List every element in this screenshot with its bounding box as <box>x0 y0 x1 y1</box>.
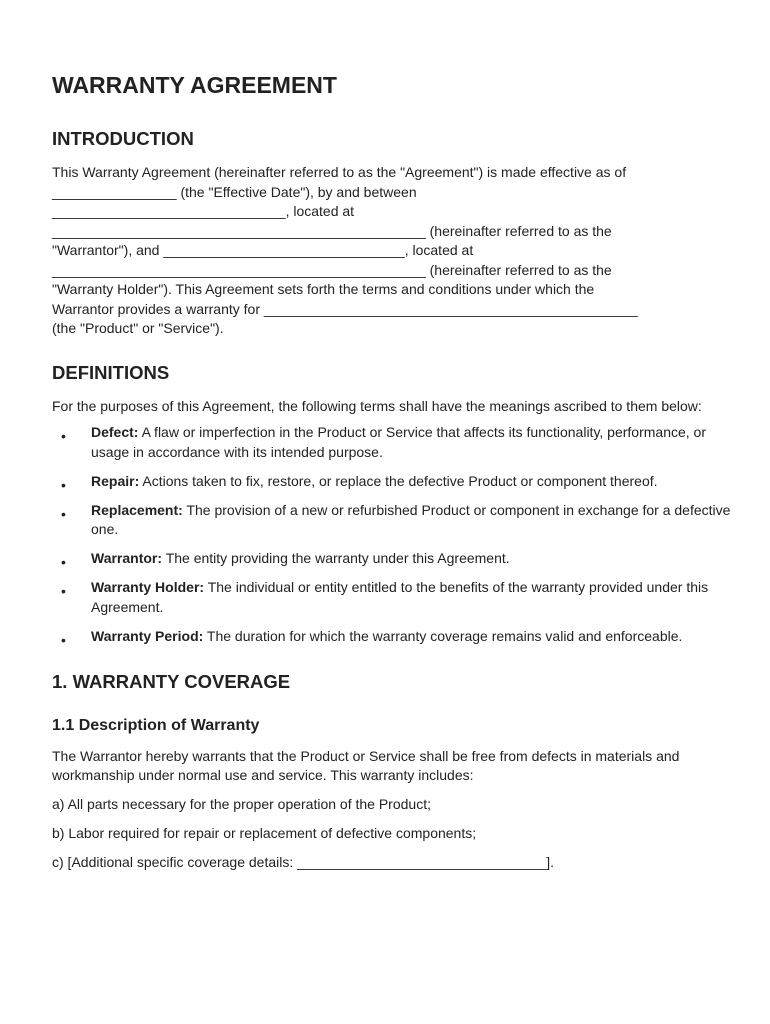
coverage-item: c) [Additional specific coverage details: ________________________________]. <box>52 854 555 870</box>
bullet-icon: • <box>61 428 66 444</box>
definition-item-warranty-holder <box>52 578 732 617</box>
definition-term: Warrantor: <box>91 550 163 566</box>
definition-item-warrantor <box>52 549 732 569</box>
coverage-item: a) All parts necessary for the proper operation of the Product; <box>52 796 431 812</box>
definition-term: Warranty Holder: <box>91 579 205 595</box>
coverage-item: b) Labor required for repair or replacement of defective components; <box>52 825 477 841</box>
bullet-icon: • <box>61 554 66 570</box>
definitions-heading: DEFINITIONS <box>52 361 170 383</box>
intro-line: This Warranty Agreement (hereinafter referred to as the "Agreement") is made effective as of <box>52 164 627 180</box>
intro-line: (the "Product" or "Service"). <box>52 320 224 336</box>
intro-line: ________________ (the "Effective Date"), by and between <box>52 183 417 200</box>
definitions-section <box>52 361 732 647</box>
definition-item-defect <box>52 423 732 462</box>
definition-term: Warranty Period: <box>91 627 204 644</box>
bullet-icon: • <box>61 631 66 648</box>
intro-line: ________________________________________________ (hereinafter referred to as the <box>52 222 612 239</box>
definition-text: The provision of a new or refurbished Product or component in exchange for a defective one. <box>91 501 731 537</box>
document-page <box>52 70 732 873</box>
bullet-icon: • <box>61 476 66 493</box>
coverage-subheading: 1.1 Description of Warranty <box>52 716 260 734</box>
bullet-icon: • <box>61 505 66 522</box>
definition-item-repair <box>52 472 732 492</box>
introduction-heading: INTRODUCTION <box>52 128 194 149</box>
definitions-list <box>52 423 732 646</box>
definition-item-warranty-period <box>52 627 732 647</box>
introduction-section <box>52 127 732 339</box>
coverage-heading: 1. WARRANTY COVERAGE <box>52 670 291 692</box>
intro-line: "Warranty Holder"). This Agreement sets forth the terms and conditions under which the <box>52 281 595 297</box>
definition-text: Actions taken to fix, restore, or replace the defective Product or component thereof. <box>142 472 658 489</box>
definition-term: Defect: <box>91 424 139 440</box>
definition-text: The duration for which the warranty coverage remains valid and enforceable. <box>206 627 683 644</box>
document-title: WARRANTY AGREEMENT <box>52 72 337 98</box>
definitions-lead: For the purposes of this Agreement, the following terms shall have the meanings ascribed to them below: <box>52 397 702 414</box>
introduction-paragraph <box>52 163 732 339</box>
definition-term: Repair: <box>91 472 140 489</box>
definition-item-replacement <box>52 501 732 540</box>
bullet-icon: • <box>61 583 66 599</box>
intro-line: Warrantor provides a warranty for ________________________________________________ <box>52 300 638 317</box>
coverage-lead: The Warrantor hereby warrants that the Product or Service shall be free from defects in materials and workmanship under normal use and service. This warranty includes: <box>52 747 680 783</box>
intro-line: "Warrantor"), and _______________________________, located at <box>52 242 474 258</box>
intro-line: ________________________________________________ (hereinafter referred to as the <box>52 261 612 278</box>
definition-text: A flaw or imperfection in the Product or Service that affects its functionality, performance, or usage in accordance with its intended purpose. <box>91 424 707 460</box>
definition-text: The individual or entity entitled to the benefits of the warranty provided under this Agreement. <box>91 579 709 615</box>
definition-term: Replacement: <box>91 501 183 518</box>
warranty-coverage-section <box>52 670 732 873</box>
intro-line: ______________________________, located at <box>52 203 355 219</box>
definition-text: The entity providing the warranty under this Agreement. <box>165 550 510 566</box>
